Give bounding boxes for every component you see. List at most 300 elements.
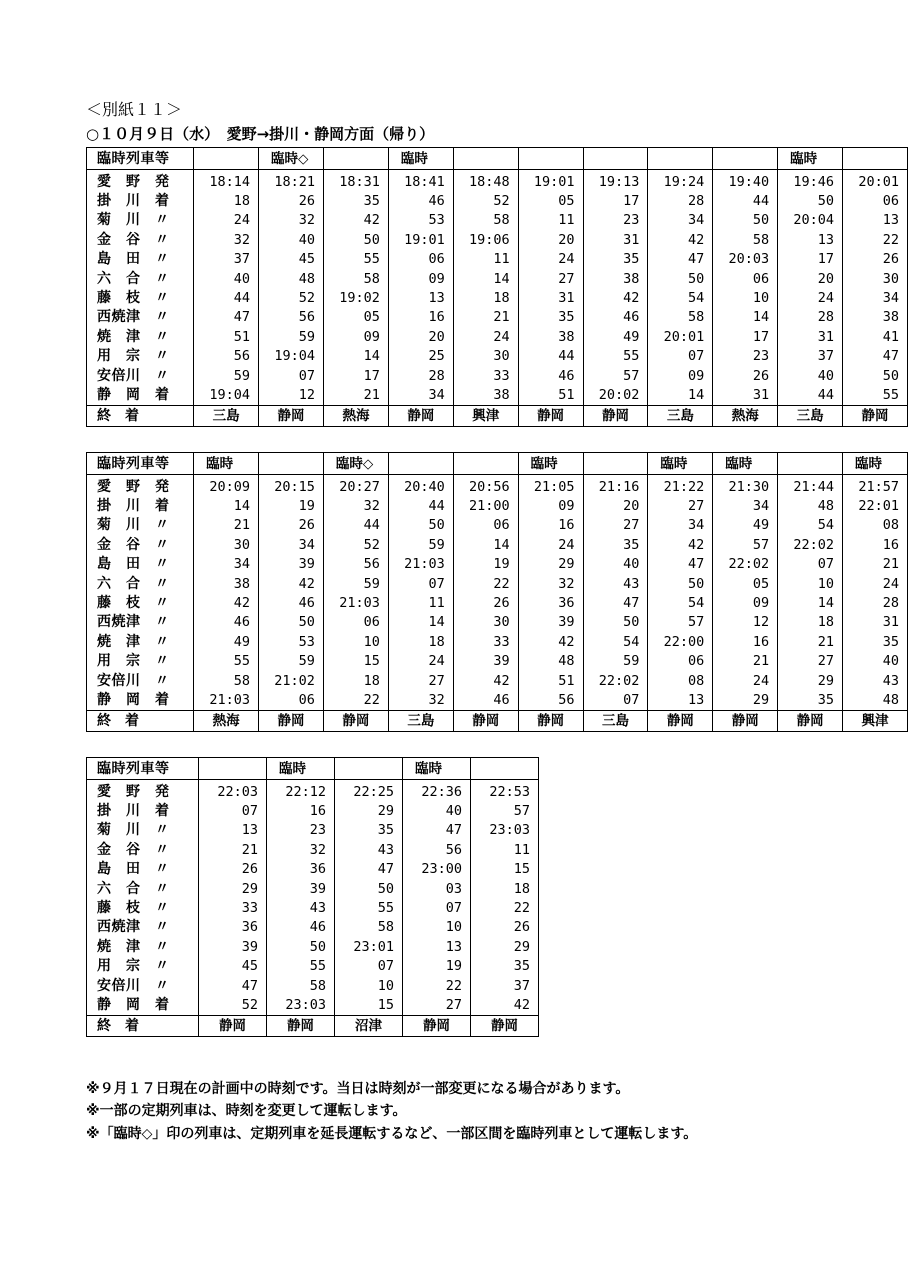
time-cell: 20:03 (713, 250, 778, 269)
time-cell: 20 (518, 230, 583, 249)
time-cell: 35 (335, 821, 403, 840)
time-cell: 55 (324, 250, 389, 269)
station-name: 島 田 〃 (87, 250, 194, 269)
time-cell: 24 (778, 288, 843, 307)
time-cell: 48 (518, 652, 583, 671)
station-name: 安倍川 〃 (87, 366, 194, 385)
time-cell: 21:44 (778, 475, 843, 497)
time-cell: 20:27 (323, 475, 388, 497)
train-type-cell (583, 453, 648, 475)
time-cell: 49 (194, 632, 259, 651)
station-name: 安倍川 〃 (87, 976, 199, 995)
time-cell: 51 (518, 385, 583, 405)
time-cell: 46 (388, 191, 453, 210)
train-type-label: 臨時列車等 (87, 758, 199, 780)
time-cell: 27 (583, 516, 648, 535)
time-cell: 23:01 (335, 937, 403, 956)
time-cell: 19 (259, 496, 324, 515)
note-regular-trains: ※一部の定期列車は、時刻を変更して運転します。 (86, 1103, 407, 1119)
train-type-cell: 臨時 (648, 453, 713, 475)
time-cell: 23 (267, 821, 335, 840)
time-cell: 06 (259, 690, 324, 710)
time-cell: 55 (335, 898, 403, 917)
time-cell: 22:02 (713, 555, 778, 574)
time-cell: 58 (267, 976, 335, 995)
time-cell: 44 (323, 516, 388, 535)
time-cell: 20:01 (843, 170, 908, 192)
time-cell: 55 (583, 347, 648, 366)
time-cell: 32 (194, 230, 259, 249)
train-type-cell (583, 148, 648, 170)
time-cell: 20:40 (388, 475, 453, 497)
destination-cell: 静岡 (518, 710, 583, 731)
time-cell: 40 (778, 366, 843, 385)
time-cell: 20 (388, 327, 453, 346)
time-cell: 07 (648, 347, 713, 366)
time-cell: 52 (453, 191, 518, 210)
time-cell: 39 (259, 555, 324, 574)
time-cell: 40 (583, 555, 648, 574)
station-name: 焼 津 〃 (87, 937, 199, 956)
station-name: 西焼津 〃 (87, 918, 199, 937)
station-row (87, 211, 908, 230)
time-cell: 22 (453, 574, 518, 593)
station-name: 用 宗 〃 (87, 957, 199, 976)
station-row (87, 347, 908, 366)
timetable-heading: ○１０月９日（水） 愛野→掛川・静岡方面（帰り） (86, 125, 435, 143)
station-name: 用 宗 〃 (87, 652, 194, 671)
time-cell: 18:14 (194, 170, 259, 192)
station-name: 愛 野 発 (87, 780, 199, 802)
time-cell: 20:01 (648, 327, 713, 346)
destination-cell: 三島 (194, 405, 259, 426)
train-type-cell (324, 148, 389, 170)
time-cell: 19:04 (259, 347, 324, 366)
station-row (87, 574, 908, 593)
time-cell: 19 (453, 555, 518, 574)
time-cell: 36 (199, 918, 267, 937)
time-cell: 21 (194, 516, 259, 535)
time-cell: 48 (843, 690, 908, 710)
time-cell: 58 (713, 230, 778, 249)
time-cell: 39 (453, 652, 518, 671)
time-cell: 24 (518, 535, 583, 554)
time-cell: 56 (518, 690, 583, 710)
time-cell: 56 (323, 555, 388, 574)
station-name: 静 岡 着 (87, 690, 194, 710)
destination-cell: 静岡 (471, 1015, 539, 1036)
time-cell: 03 (403, 879, 471, 898)
station-name: 島 田 〃 (87, 860, 199, 879)
station-name: 焼 津 〃 (87, 327, 194, 346)
time-cell: 44 (194, 288, 259, 307)
train-type-cell (259, 453, 324, 475)
time-cell: 43 (335, 840, 403, 859)
time-cell: 19:02 (324, 288, 389, 307)
time-cell: 09 (713, 593, 778, 612)
time-cell: 16 (843, 535, 908, 554)
time-cell: 09 (518, 496, 583, 515)
time-cell: 37 (471, 976, 539, 995)
time-cell: 27 (648, 496, 713, 515)
time-cell: 12 (259, 385, 324, 405)
time-cell: 59 (388, 535, 453, 554)
station-name: 藤 枝 〃 (87, 593, 194, 612)
time-cell: 20:56 (453, 475, 518, 497)
time-cell: 37 (778, 347, 843, 366)
time-cell: 42 (471, 995, 539, 1015)
time-cell: 21 (778, 632, 843, 651)
time-cell: 32 (259, 211, 324, 230)
time-cell: 26 (199, 860, 267, 879)
time-cell: 22:00 (648, 632, 713, 651)
station-row (87, 170, 908, 192)
time-cell: 22 (843, 230, 908, 249)
station-row (87, 230, 908, 249)
station-row (87, 780, 539, 802)
time-cell: 13 (648, 690, 713, 710)
time-cell: 07 (388, 574, 453, 593)
time-cell: 46 (267, 918, 335, 937)
time-cell: 07 (259, 366, 324, 385)
station-name: 愛 野 発 (87, 475, 194, 497)
time-cell: 05 (713, 574, 778, 593)
time-cell: 34 (259, 535, 324, 554)
time-cell: 38 (583, 269, 648, 288)
station-row (87, 976, 539, 995)
time-cell: 21:00 (453, 496, 518, 515)
timetable-block-1 (86, 147, 908, 427)
destination-cell: 三島 (583, 710, 648, 731)
time-cell: 32 (518, 574, 583, 593)
station-name: 安倍川 〃 (87, 671, 194, 690)
timetable-block-2 (86, 452, 908, 732)
time-cell: 14 (388, 613, 453, 632)
time-cell: 32 (267, 840, 335, 859)
attachment-label: ＜別紙１１＞ (86, 100, 183, 119)
time-cell: 56 (194, 347, 259, 366)
time-cell: 15 (471, 860, 539, 879)
time-cell: 09 (324, 327, 389, 346)
time-cell: 12 (713, 613, 778, 632)
time-cell: 18 (453, 288, 518, 307)
time-cell: 21:03 (323, 593, 388, 612)
time-cell: 10 (335, 976, 403, 995)
time-cell: 33 (453, 632, 518, 651)
time-cell: 45 (199, 957, 267, 976)
train-type-cell (778, 453, 843, 475)
station-row (87, 652, 908, 671)
time-cell: 54 (648, 593, 713, 612)
time-cell: 58 (453, 211, 518, 230)
time-cell: 42 (583, 288, 648, 307)
train-type-cell (471, 758, 539, 780)
time-cell: 21 (324, 385, 389, 405)
station-name: 掛 川 着 (87, 801, 199, 820)
time-cell: 44 (388, 496, 453, 515)
station-name: 愛 野 発 (87, 170, 194, 192)
time-cell: 46 (453, 690, 518, 710)
time-cell: 24 (194, 211, 259, 230)
time-cell: 18 (323, 671, 388, 690)
time-cell: 47 (194, 308, 259, 327)
time-cell: 39 (199, 937, 267, 956)
time-cell: 59 (583, 652, 648, 671)
destination-cell: 三島 (778, 405, 843, 426)
station-row (87, 613, 908, 632)
time-cell: 46 (518, 366, 583, 385)
time-cell: 54 (583, 632, 648, 651)
time-cell: 14 (648, 385, 713, 405)
time-cell: 50 (583, 613, 648, 632)
time-cell: 43 (267, 898, 335, 917)
time-cell: 23:03 (471, 821, 539, 840)
station-row (87, 308, 908, 327)
station-row (87, 366, 908, 385)
time-cell: 05 (324, 308, 389, 327)
train-type-row (87, 758, 539, 780)
time-cell: 17 (583, 191, 648, 210)
time-cell: 50 (335, 879, 403, 898)
time-cell: 07 (335, 957, 403, 976)
time-cell: 18:21 (259, 170, 324, 192)
train-type-cell: 臨時 (194, 453, 259, 475)
time-cell: 19:04 (194, 385, 259, 405)
station-name: 六 合 〃 (87, 574, 194, 593)
train-type-cell (335, 758, 403, 780)
time-cell: 47 (199, 976, 267, 995)
time-cell: 43 (843, 671, 908, 690)
station-row (87, 593, 908, 612)
time-cell: 23:03 (267, 995, 335, 1015)
destination-cell: 静岡 (323, 710, 388, 731)
timetable-block-3 (86, 757, 539, 1037)
time-cell: 23 (713, 347, 778, 366)
time-cell: 42 (324, 211, 389, 230)
time-cell: 21:03 (388, 555, 453, 574)
time-cell: 22:02 (583, 671, 648, 690)
time-cell: 14 (453, 535, 518, 554)
time-cell: 24 (388, 652, 453, 671)
time-cell: 39 (267, 879, 335, 898)
station-row (87, 475, 908, 497)
time-cell: 34 (648, 211, 713, 230)
time-cell: 08 (843, 516, 908, 535)
time-cell: 28 (388, 366, 453, 385)
destination-cell: 静岡 (713, 710, 778, 731)
time-cell: 29 (471, 937, 539, 956)
note-rinji-mark: ※「臨時◇」印の列車は、定期列車を延長運転するなど、一部区間を臨時列車として運転します。 (86, 1126, 698, 1142)
station-name: 掛 川 着 (87, 496, 194, 515)
time-cell: 29 (518, 555, 583, 574)
time-cell: 21:02 (259, 671, 324, 690)
destination-cell: 静岡 (453, 710, 518, 731)
time-cell: 05 (518, 191, 583, 210)
time-cell: 20:09 (194, 475, 259, 497)
destination-cell: 静岡 (648, 710, 713, 731)
time-cell: 19:40 (713, 170, 778, 192)
train-type-cell: 臨時 (518, 453, 583, 475)
time-cell: 28 (778, 308, 843, 327)
time-cell: 27 (518, 269, 583, 288)
destination-row (87, 710, 908, 731)
time-cell: 40 (194, 269, 259, 288)
time-cell: 45 (259, 250, 324, 269)
train-type-cell: 臨時 (843, 453, 908, 475)
time-cell: 47 (403, 821, 471, 840)
time-cell: 59 (259, 327, 324, 346)
time-cell: 29 (335, 801, 403, 820)
time-cell: 29 (778, 671, 843, 690)
station-row (87, 671, 908, 690)
train-type-row (87, 148, 908, 170)
time-cell: 13 (403, 937, 471, 956)
time-cell: 50 (388, 516, 453, 535)
time-cell: 31 (583, 230, 648, 249)
destination-row (87, 1015, 539, 1036)
time-cell: 26 (259, 191, 324, 210)
time-cell: 16 (713, 632, 778, 651)
station-row (87, 555, 908, 574)
time-cell: 18 (471, 879, 539, 898)
time-cell: 57 (713, 535, 778, 554)
time-cell: 13 (843, 211, 908, 230)
destination-cell: 熱海 (194, 710, 259, 731)
station-row (87, 690, 908, 710)
destination-cell: 静岡 (199, 1015, 267, 1036)
time-cell: 14 (453, 269, 518, 288)
time-cell: 11 (388, 593, 453, 612)
train-type-cell (388, 453, 453, 475)
time-cell: 29 (713, 690, 778, 710)
time-cell: 46 (259, 593, 324, 612)
train-type-cell: 臨時 (713, 453, 778, 475)
train-type-cell (648, 148, 713, 170)
time-cell: 47 (648, 555, 713, 574)
time-cell: 27 (778, 652, 843, 671)
time-cell: 15 (335, 995, 403, 1015)
time-cell: 42 (259, 574, 324, 593)
time-cell: 20 (778, 269, 843, 288)
station-row (87, 269, 908, 288)
station-row (87, 918, 539, 937)
time-cell: 50 (713, 211, 778, 230)
time-cell: 22:25 (335, 780, 403, 802)
station-name: 静 岡 着 (87, 995, 199, 1015)
time-cell: 30 (453, 347, 518, 366)
train-type-cell: 臨時 (388, 148, 453, 170)
time-cell: 59 (323, 574, 388, 593)
time-cell: 22:02 (778, 535, 843, 554)
time-cell: 50 (648, 574, 713, 593)
time-cell: 47 (843, 347, 908, 366)
station-row (87, 632, 908, 651)
time-cell: 18:48 (453, 170, 518, 192)
time-cell: 49 (713, 516, 778, 535)
time-cell: 35 (778, 690, 843, 710)
time-cell: 46 (583, 308, 648, 327)
time-cell: 32 (323, 496, 388, 515)
train-type-cell: 臨時◇ (259, 148, 324, 170)
time-cell: 55 (267, 957, 335, 976)
station-name: 菊 川 〃 (87, 821, 199, 840)
time-cell: 26 (713, 366, 778, 385)
time-cell: 22:03 (199, 780, 267, 802)
time-cell: 18:41 (388, 170, 453, 192)
time-cell: 22:12 (267, 780, 335, 802)
time-cell: 52 (323, 535, 388, 554)
time-cell: 06 (713, 269, 778, 288)
time-cell: 47 (335, 860, 403, 879)
time-cell: 38 (194, 574, 259, 593)
time-cell: 53 (259, 632, 324, 651)
station-name: 菊 川 〃 (87, 516, 194, 535)
time-cell: 14 (194, 496, 259, 515)
time-cell: 38 (843, 308, 908, 327)
time-cell: 24 (453, 327, 518, 346)
train-type-cell (453, 453, 518, 475)
time-cell: 10 (403, 918, 471, 937)
time-cell: 31 (518, 288, 583, 307)
station-name: 掛 川 着 (87, 191, 194, 210)
time-cell: 11 (518, 211, 583, 230)
station-name: 菊 川 〃 (87, 211, 194, 230)
time-cell: 42 (194, 593, 259, 612)
destination-cell: 静岡 (843, 405, 908, 426)
time-cell: 06 (648, 652, 713, 671)
destination-cell: 静岡 (259, 710, 324, 731)
time-cell: 40 (843, 652, 908, 671)
time-cell: 37 (194, 250, 259, 269)
time-cell: 14 (713, 308, 778, 327)
time-cell: 57 (583, 366, 648, 385)
time-cell: 10 (713, 288, 778, 307)
time-cell: 16 (267, 801, 335, 820)
time-cell: 34 (648, 516, 713, 535)
time-cell: 50 (778, 191, 843, 210)
time-cell: 19:24 (648, 170, 713, 192)
time-cell: 57 (648, 613, 713, 632)
time-cell: 35 (583, 250, 648, 269)
time-cell: 17 (713, 327, 778, 346)
time-cell: 22 (471, 898, 539, 917)
time-cell: 19:06 (453, 230, 518, 249)
time-cell: 47 (648, 250, 713, 269)
time-cell: 22:36 (403, 780, 471, 802)
time-cell: 20 (583, 496, 648, 515)
station-row (87, 821, 539, 840)
time-cell: 58 (324, 269, 389, 288)
time-cell: 11 (453, 250, 518, 269)
station-row (87, 995, 539, 1015)
time-cell: 22 (403, 976, 471, 995)
time-cell: 59 (259, 652, 324, 671)
time-cell: 08 (648, 671, 713, 690)
train-type-cell (713, 148, 778, 170)
destination-cell: 沼津 (335, 1015, 403, 1036)
time-cell: 18:31 (324, 170, 389, 192)
time-cell: 48 (778, 496, 843, 515)
station-row (87, 860, 539, 879)
time-cell: 44 (713, 191, 778, 210)
time-cell: 17 (778, 250, 843, 269)
time-cell: 53 (388, 211, 453, 230)
time-cell: 34 (194, 555, 259, 574)
station-name: 西焼津 〃 (87, 613, 194, 632)
time-cell: 35 (324, 191, 389, 210)
station-name: 藤 枝 〃 (87, 288, 194, 307)
train-type-cell (843, 148, 908, 170)
